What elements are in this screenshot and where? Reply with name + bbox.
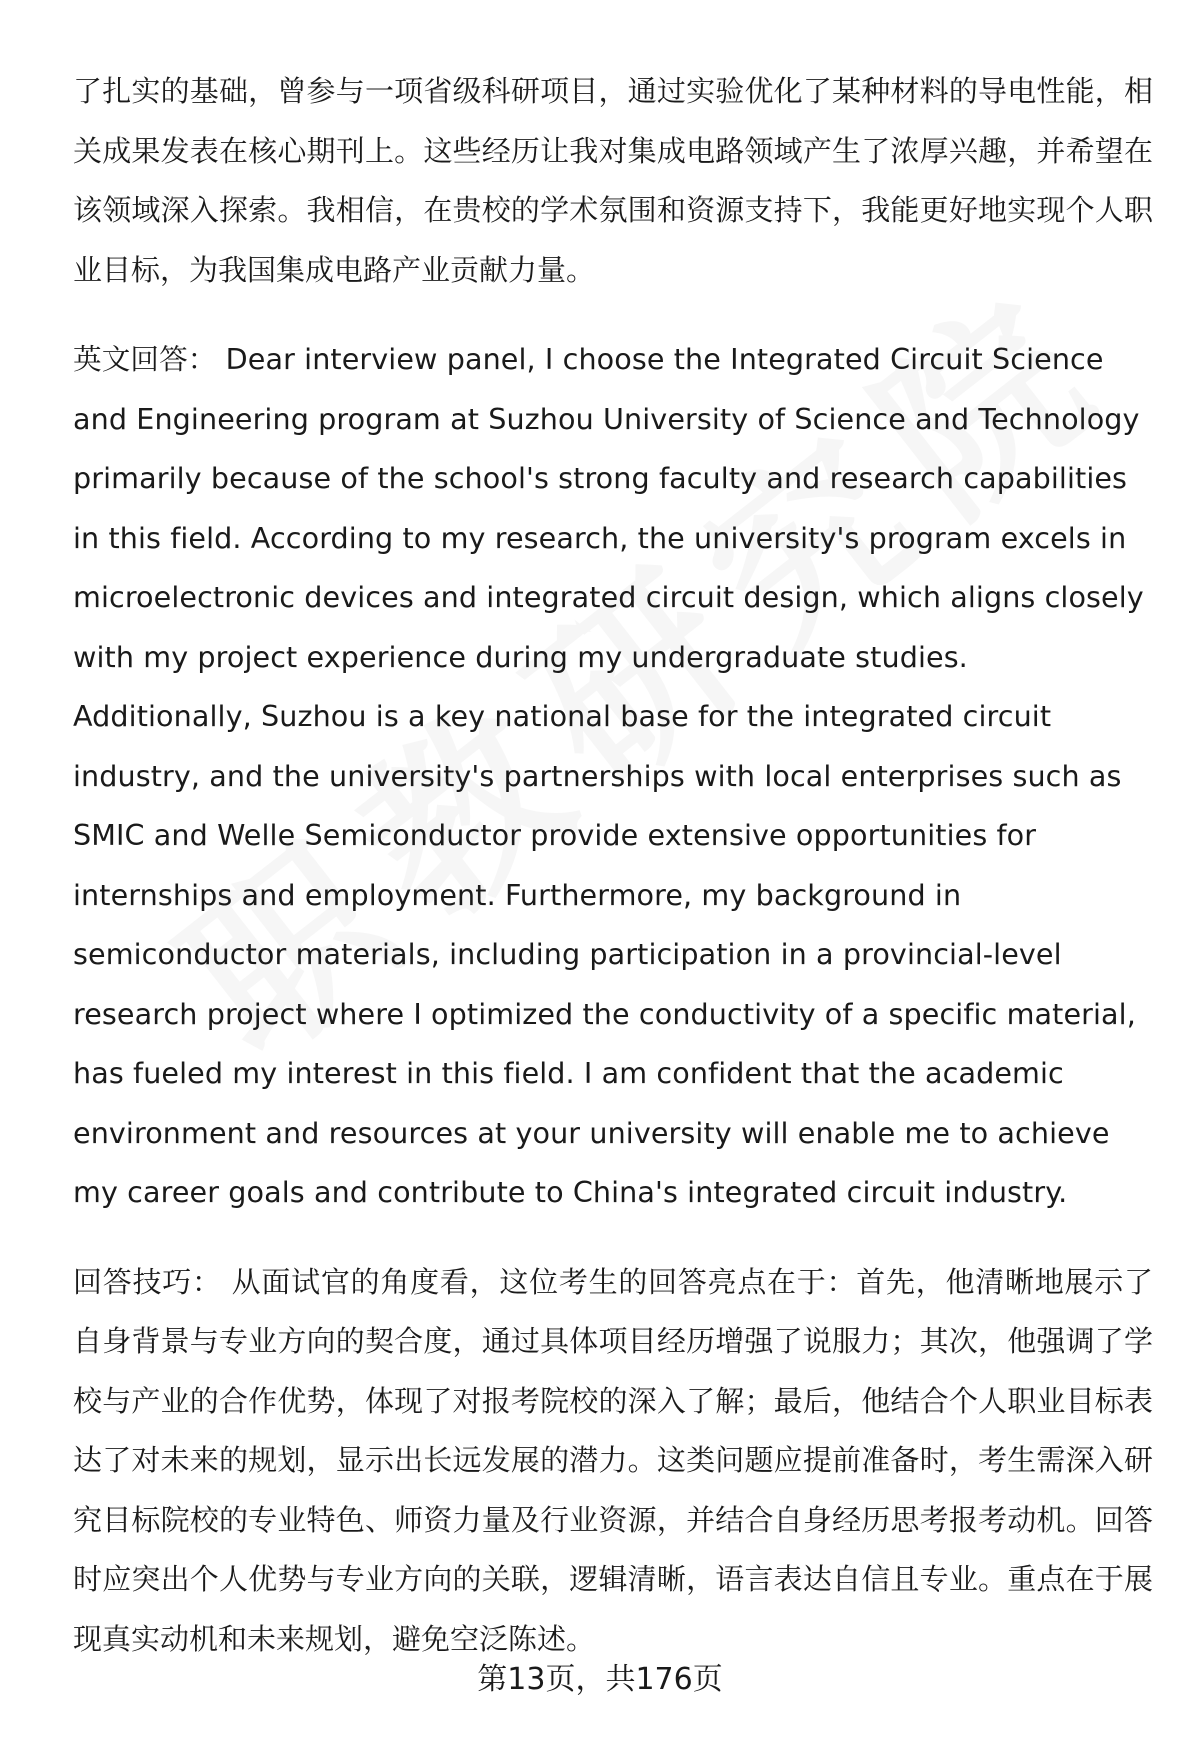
page-footer: 第13页，共176页 — [477, 1662, 723, 1697]
tips-paragraph — [73, 1253, 1153, 1670]
paragraph-spacer — [73, 300, 1153, 330]
paragraph-spacer — [73, 1223, 1153, 1253]
english-answer-paragraph — [73, 330, 1153, 1223]
english-answer-text: Dear interview panel, I choose the Integrated Circuit Science and Engineering program at Suzhou University of Science and Technology primarily because of the school's strong faculty and research capabilities in this field. According to my research, the university's program excels in microelectronic devices and integrated circuit design, which aligns closely with my project experience during my undergraduate studies. Additionally, Suzhou is a key national base for the integrated circuit industry, and the university's partnerships with local enterprises such as SMIC and Welle Semiconductor provide extensive opportunities for internships and employment. Furthermore, my background in semiconductor materials, including participation in a provincial-level research project where I optimized the conductivity of a specific material, has fueled my interest in this field. I am confident that the academic environment and resources at your university will enable me to achieve my career goals and contribute to China's integrated circuit industry. — [73, 342, 1144, 1209]
continuation-paragraph: 了扎实的基础，曾参与一项省级科研项目，通过实验优化了某种材料的导电性能，相关成果发表在核心期刊上。这些经历让我对集成电路领域产生了浓厚兴趣，并希望在该领域深入探索。我相信，在贵校的学术氛围和资源支持下，我能更好地实现个人职业目标，为我国集成电路产业贡献力量。 — [73, 74, 1153, 287]
tips-text: 从面试官的角度看，这位考生的回答亮点在于：首先，他清晰地展示了自身背景与专业方向的契合度，通过具体项目经历增强了说服力；其次，他强调了学校与产业的合作优势，体现了对报考院校的深入了解；最后，他结合个人职业目标表达了对未来的规划，显示出长远发展的潜力。这类问题应提前准备时，考生需深入研究目标院校的专业特色、师资力量及行业资源，并结合自身经历思考报考动机。回答时应突出个人优势与专业方向的关联，逻辑清晰，语言表达自信且专业。重点在于展现真实动机和未来规划，避免空泛陈述。 — [73, 1264, 1153, 1656]
document-body — [73, 62, 1153, 1669]
tips-label: 回答技巧： — [73, 1264, 222, 1299]
english-answer-label: 英文回答： — [73, 342, 217, 376]
